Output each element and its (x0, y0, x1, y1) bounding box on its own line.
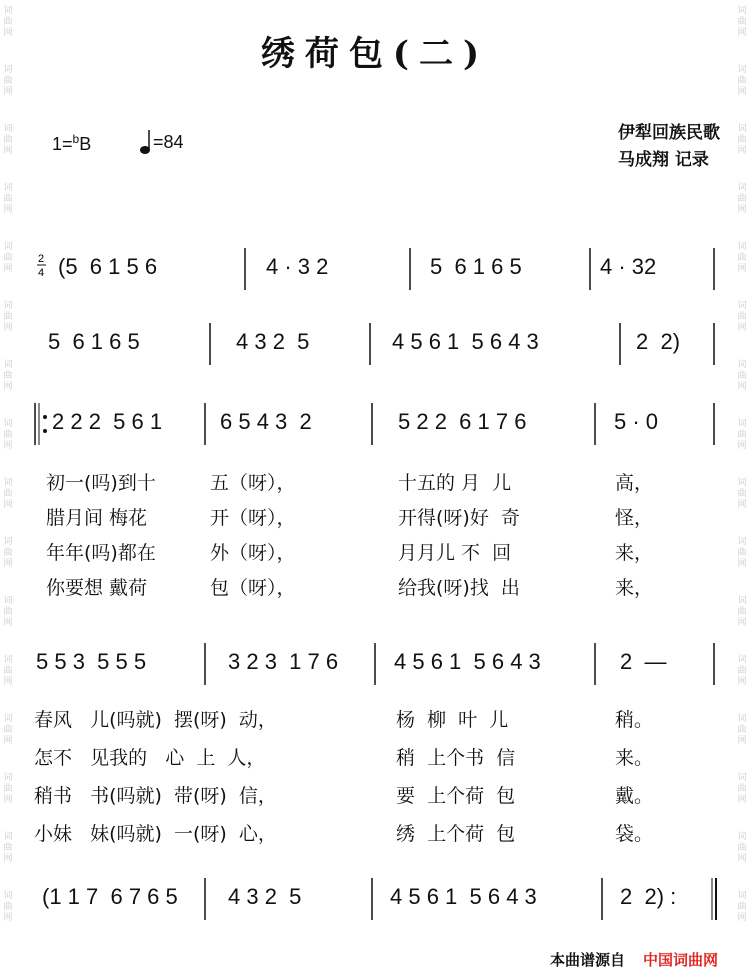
watermark-text: 词 曲 网 (3, 65, 13, 97)
watermark-text: 词 曲 网 (3, 773, 13, 805)
watermark-text: 词 曲 网 (737, 242, 747, 274)
svg-text:4: 4 (38, 267, 45, 279)
lyric-cell: 戴。 (615, 785, 654, 807)
lyric-cell: 春风 儿(吗就) 摆(呀) 动， (34, 709, 277, 731)
measure: 4 3 2 5 (228, 884, 302, 909)
footer-source (550, 949, 718, 970)
watermark-left (0, 0, 16, 980)
watermark-text: 词 曲 网 (3, 832, 13, 864)
watermark-text: 词 曲 网 (737, 124, 747, 156)
watermark-text: 词 曲 网 (3, 183, 13, 215)
measure: 4 5 6 1 5 6 4 3 (394, 649, 541, 674)
measure: 5 6 1 6 5 (48, 329, 140, 354)
svg-text:2: 2 (38, 253, 45, 265)
measure: 3 2 3 1 7 6 (228, 649, 339, 674)
recorder-label: 马成翔 记录 (618, 150, 709, 170)
lyric-cell: 绣 上个荷 包 (396, 823, 516, 845)
lyric-cell: 稍。 (615, 709, 654, 731)
lyric-cell: 你要想 戴荷 (46, 577, 148, 599)
lyric-cell: 小妹 妹(吗就) 一(呀) 心， (34, 823, 277, 845)
lyric-cell: 稍书 书(吗就) 带(呀) 信， (34, 785, 277, 807)
measure: 6 5 4 3 2 (220, 409, 312, 434)
watermark-text: 词 曲 网 (737, 419, 747, 451)
watermark-text: 词 曲 网 (3, 478, 13, 510)
watermark-text: 词 曲 网 (3, 419, 13, 451)
measure: 2 2 2 5 6 1 (52, 409, 163, 434)
lyric-cell: 怪， (615, 507, 654, 529)
watermark-text: 词 曲 网 (3, 714, 13, 746)
song-title: 绣荷包(二) (260, 34, 490, 74)
measure: 2 2) : (620, 884, 677, 909)
watermark-text: 词 曲 网 (3, 124, 13, 156)
measure: 2 2) (636, 329, 681, 354)
credits (618, 120, 720, 174)
tempo-marking: =84 (153, 132, 184, 152)
watermark-text: 词 曲 网 (3, 360, 13, 392)
measure: (1 1 7 6 7 6 5 (42, 884, 178, 909)
source-label: 本曲谱源自 (549, 951, 625, 969)
watermark-text: 词 曲 网 (3, 891, 13, 923)
watermark-text: 词 曲 网 (3, 6, 13, 38)
watermark-text: 词 曲 网 (737, 183, 747, 215)
lyric-cell: 外（呀）， (210, 542, 296, 564)
watermark-text: 词 曲 网 (737, 891, 747, 923)
lyric-cell: 来， (615, 542, 654, 564)
lyric-cell: 包（呀）， (210, 577, 296, 599)
staff-line-4 (0, 635, 750, 695)
lyric-cell: 来， (615, 577, 654, 599)
watermark-text: 词 曲 网 (3, 242, 13, 274)
measure: 4 · 32 (600, 254, 657, 279)
measure: 2 — (620, 649, 667, 674)
lyric-cell: 高， (615, 472, 654, 494)
watermark-text: 词 曲 网 (737, 714, 747, 746)
watermark-text: 词 曲 网 (737, 832, 747, 864)
measure: 5 5 3 5 5 5 (36, 649, 147, 674)
lyric-cell: 开得(呀)好 奇 (398, 507, 520, 529)
watermark-text: 词 曲 网 (3, 537, 13, 569)
site-link[interactable]: 中国词曲网 (642, 951, 718, 969)
lyric-cell: 杨 柳 叶 儿 (396, 709, 509, 731)
measure: 5 6 1 6 5 (430, 254, 522, 279)
measure: 4 · 3 2 (266, 254, 329, 279)
lyric-cell: 稍 上个书 信 (396, 747, 516, 769)
staff-line-5 (0, 870, 750, 930)
watermark-text: 词 曲 网 (3, 596, 13, 628)
watermark-text: 词 曲 网 (737, 773, 747, 805)
lyric-cell: 年年(吗)都在 (46, 542, 156, 564)
staff-line-2 (0, 315, 750, 375)
measure: 5 2 2 6 1 7 6 (398, 409, 527, 434)
lyric-cell: 来。 (615, 747, 654, 769)
lyric-cell: 开（呀）， (210, 507, 296, 529)
watermark-text: 词 曲 网 (3, 655, 13, 687)
staff-line-3 (0, 395, 750, 455)
measure: (5 6 1 5 6 (58, 254, 158, 279)
measure: 4 5 6 1 5 6 4 3 (392, 329, 539, 354)
lyric-cell: 袋。 (615, 823, 654, 845)
watermark-text: 词 曲 网 (737, 537, 747, 569)
lyric-cell: 腊月间 梅花 (46, 507, 148, 529)
watermark-text: 词 曲 网 (3, 301, 13, 333)
origin-label: 伊犁回族民歌 (618, 123, 720, 143)
staff-line-1 (0, 240, 750, 300)
quarter-note-icon (140, 128, 152, 156)
lyric-cell: 月月儿 不 回 (398, 542, 512, 564)
lyric-cell: 给我(呀)找 出 (398, 577, 520, 599)
lyric-cell: 要 上个荷 包 (396, 785, 516, 807)
key-signature: 1=$^b$B (52, 132, 92, 154)
lyric-cell: 初一(吗)到十 (46, 472, 156, 494)
lyric-cell: 十五的 月 儿 (398, 472, 512, 494)
watermark-text: 词 曲 网 (737, 360, 747, 392)
measure: 4 5 6 1 5 6 4 3 (390, 884, 537, 909)
measure: 4 3 2 5 (236, 329, 310, 354)
watermark-text: 词 曲 网 (737, 65, 747, 97)
watermark-text: 词 曲 网 (737, 478, 747, 510)
measure: 5 · 0 (614, 409, 659, 434)
watermark-text: 词 曲 网 (737, 596, 747, 628)
lyric-cell: 五（呀）， (210, 472, 296, 494)
watermark-text: 词 曲 网 (737, 301, 747, 333)
watermark-text: 词 曲 网 (737, 655, 747, 687)
lyric-cell: 怎不 见我的 心 上 人， (34, 747, 266, 769)
watermark-text: 词 曲 网 (737, 6, 747, 38)
watermark-right (734, 0, 750, 980)
